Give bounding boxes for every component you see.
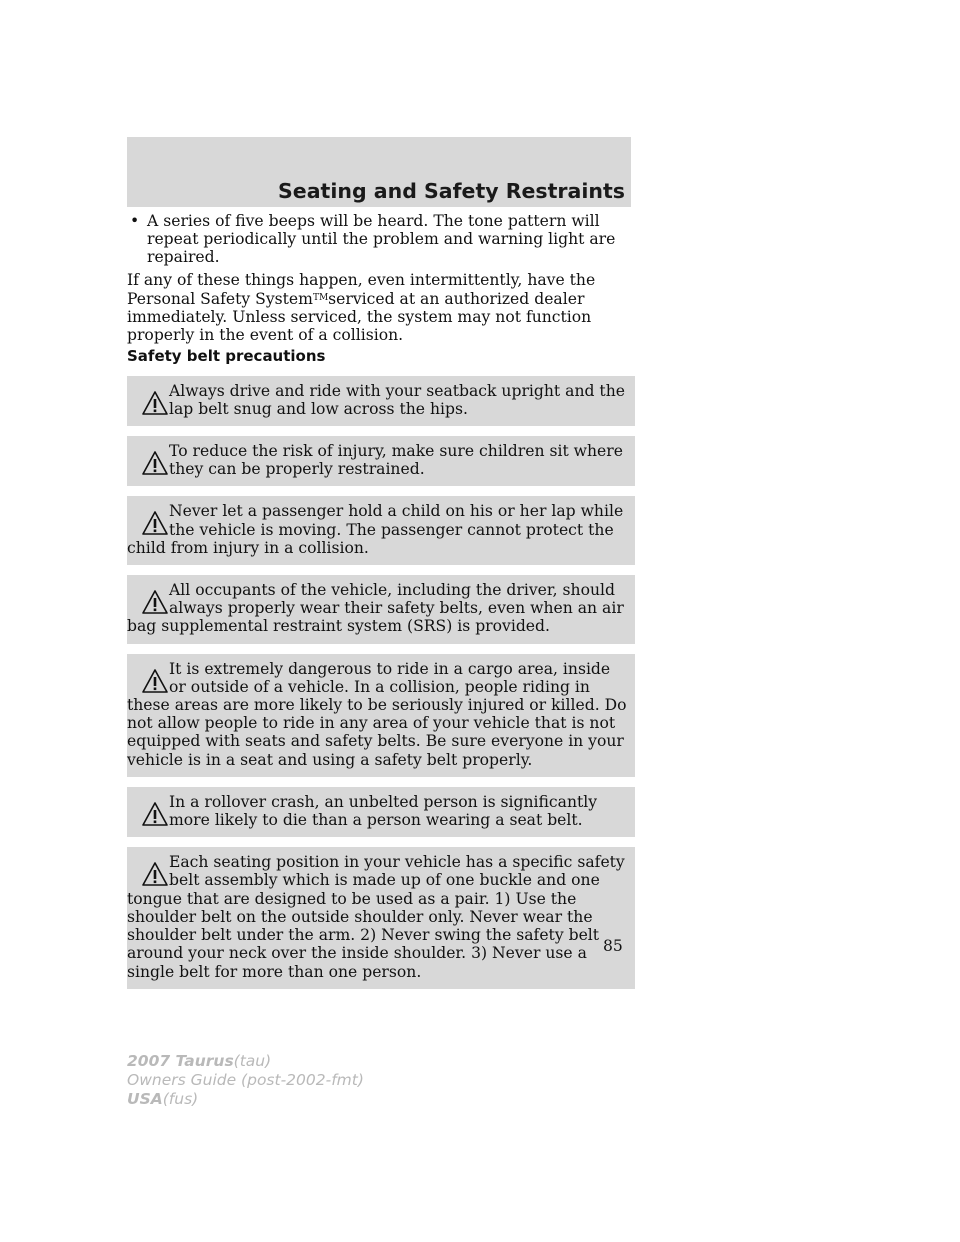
bullet-text: A series of five beeps will be heard. The tone pattern will repeat periodically until the problem and warning light are repaired.: [147, 212, 616, 267]
warning-box: [127, 847, 635, 988]
footer-market-code: (fus): [162, 1090, 199, 1108]
service-paragraph: [127, 271, 635, 345]
bullet-icon: •: [130, 212, 140, 230]
footer-market: USA: [127, 1090, 163, 1108]
warning-box: [127, 436, 635, 486]
warning-triangle-icon: [141, 861, 169, 887]
footer-line-model: [127, 1052, 364, 1071]
trademark-mark: TM: [312, 292, 329, 303]
section-header-bar: [127, 137, 631, 207]
warning-triangle-icon: [141, 510, 169, 536]
footer-line-market: [127, 1090, 364, 1109]
warning-text: Each seating position in your vehicle has a specific safety belt assembly which is made up of one buckle and one tongue that are designed to be used as a pair. 1) Use the shoulder belt on the outside shoulder only. Never wear the shoulder belt under the arm. 2) Never swing the safety belt around your neck over the inside shoulder. 3) Never use a single belt for more than one person.: [127, 853, 625, 981]
page-body: [127, 212, 635, 989]
warning-triangle-icon: [141, 668, 169, 694]
warning-box: [127, 575, 635, 644]
warning-text: Never let a passenger hold a child on his or her lap while the vehicle is moving. The passenger cannot protect the child from injury in a collision.: [127, 502, 624, 557]
warning-text: It is extremely dangerous to ride in a cargo area, inside or outside of a vehicle. In a collision, people riding in these areas are more likely to be seriously injured or killed. Do not allow people to ride in any area of your vehicle that is not equipped with seats and safety belts. Be sure everyone in your vehicle is in a seat and using a safety belt properly.: [127, 659, 627, 769]
warning-box: [127, 496, 635, 565]
warning-box: [127, 376, 635, 426]
warning-triangle-icon: [141, 450, 169, 476]
warning-box: [127, 787, 635, 837]
bullet-item: [127, 212, 635, 267]
warning-text: In a rollover crash, an unbelted person is significantly more likely to die than a person wearing a seat belt.: [169, 792, 598, 830]
warning-text: Always drive and ride with your seatback upright and the lap belt snug and low across the hips.: [169, 381, 625, 418]
subheading: Safety belt precautions: [127, 347, 326, 366]
footer-model: 2007 Taurus: [127, 1052, 234, 1070]
footer-line-guide: Owners Guide (post-2002-fmt): [127, 1071, 364, 1089]
document-footer: [127, 1052, 364, 1109]
warning-box: [127, 654, 635, 777]
warning-text: To reduce the risk of injury, make sure children sit where they can be properly restrained.: [169, 442, 623, 479]
section-title: Seating and Safety Restraints: [278, 179, 625, 203]
paragraph-text-end: serviced at an authorized dealer immediately. Unless serviced, the system may not function properly in the event of a collision.: [127, 289, 592, 345]
warning-text: All occupants of the vehicle, including the driver, should always properly wear their safety belts, even when an air bag supplemental restraint system (SRS) is provided.: [127, 581, 624, 636]
warning-triangle-icon: [141, 390, 169, 416]
paragraph-text-start: If any of these things happen, even intermittently, have the Personal Safety System: [127, 270, 596, 308]
page-number: 85: [603, 937, 623, 955]
warning-triangle-icon: [141, 589, 169, 615]
footer-model-code: (tau): [233, 1052, 272, 1070]
warning-triangle-icon: [141, 801, 169, 827]
